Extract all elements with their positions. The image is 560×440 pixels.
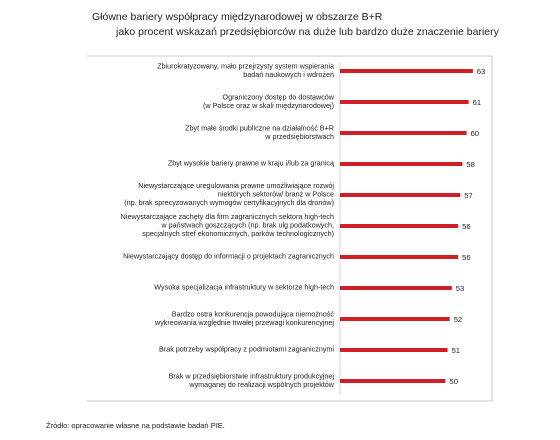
source-note: Źródło: opracowanie własne na podstawie badań PIE. bbox=[46, 421, 225, 430]
chart-title-line-1: Główne bariery współpracy międzynarodowej w obszarze B+R bbox=[92, 11, 383, 23]
category-label-6-line-3: specjalnych stref ekonomicznych, parków technologicznych) bbox=[142, 229, 334, 239]
data-label-7: 56 bbox=[462, 252, 471, 262]
category-label-4-line-1: Zbyt wysokie bariery prawne w kraju i/lub za granicą bbox=[167, 158, 334, 168]
category-label-9-line-2: wykreowania względnie trwałej przewagi konkurencyjnej bbox=[155, 317, 334, 327]
data-label-9: 52 bbox=[453, 314, 463, 324]
data-label-1: 63 bbox=[476, 66, 486, 76]
bar-7 bbox=[340, 255, 458, 259]
category-label-11-line-1: Brak w przedsiębiorstwie infrastruktury produkcyjnej bbox=[168, 371, 334, 381]
category-label-6-line-1: Niewystarczające zachęty dla firm zagranicznych sektora high-tech bbox=[120, 212, 334, 221]
data-label-6: 56 bbox=[462, 221, 471, 231]
category-label-10-line-1: Brak potrzeby współpracy z podmiotami zagranicznymi bbox=[159, 344, 334, 354]
data-label-10: 51 bbox=[451, 345, 461, 355]
category-label-7-line-1: Niewystarczający dostęp do informacji o projektach zagranicznych bbox=[123, 251, 334, 261]
bar-5 bbox=[340, 193, 460, 197]
bar-2 bbox=[340, 100, 469, 104]
category-label-1-line-1: Zbiurokratyzowany, mało przejrzysty system wspierania bbox=[157, 61, 334, 71]
data-label-11: 50 bbox=[449, 376, 458, 386]
category-label-3-line-2: w przedsiębiorstwach bbox=[265, 131, 334, 141]
data-label-8: 53 bbox=[455, 283, 465, 293]
bar-6 bbox=[340, 224, 458, 228]
category-label-3-line-1: Zbyt małe środki publiczne na działalność B+R bbox=[185, 123, 334, 133]
category-label-8-line-1: Wysoka specjalizacja infrastruktury w sektorze high-tech bbox=[154, 282, 334, 292]
category-label-1-line-2: badań naukowych i wdrożeń bbox=[243, 69, 334, 79]
data-label-3: 60 bbox=[470, 128, 480, 138]
bar-4 bbox=[340, 162, 462, 166]
data-label-2: 61 bbox=[472, 97, 482, 107]
bar-8 bbox=[340, 286, 452, 290]
category-label-6-line-2: w państwach goszczących (np. brak ulg podatkowych, bbox=[161, 220, 334, 230]
category-label-5-line-1: Niewystarczające uregulowania prawne umożliwiające rozwój bbox=[138, 181, 334, 190]
data-label-5: 57 bbox=[464, 190, 473, 200]
category-label-9-line-1: Bardzo ostra konkurencja powodująca niemożność bbox=[171, 309, 334, 319]
category-label-11-line-2: wymaganej do realizacji wspólnych projektów bbox=[189, 379, 334, 389]
bar-11 bbox=[340, 379, 445, 383]
category-label-5-line-2: niektórych sektorów/ branż w Polsce bbox=[217, 189, 334, 199]
chart-title-line-2: jako procent wskazań przedsiębiorców na duże lub bardzo duże znaczenie bariery bbox=[116, 26, 499, 38]
category-label-2-line-2: (w Polsce oraz w skali międzynarodowej) bbox=[202, 100, 334, 110]
data-label-4: 58 bbox=[466, 159, 475, 169]
bar-9 bbox=[340, 317, 450, 321]
bar-10 bbox=[340, 348, 448, 352]
bar-1 bbox=[340, 69, 473, 73]
category-label-2-line-1: Ograniczony dostęp do dostawców bbox=[222, 92, 334, 102]
category-label-5-line-3: (np. brak sprecyzowanych wymogów certyfikacyjnych dla dronów) bbox=[124, 198, 334, 208]
bar-3 bbox=[340, 131, 467, 135]
